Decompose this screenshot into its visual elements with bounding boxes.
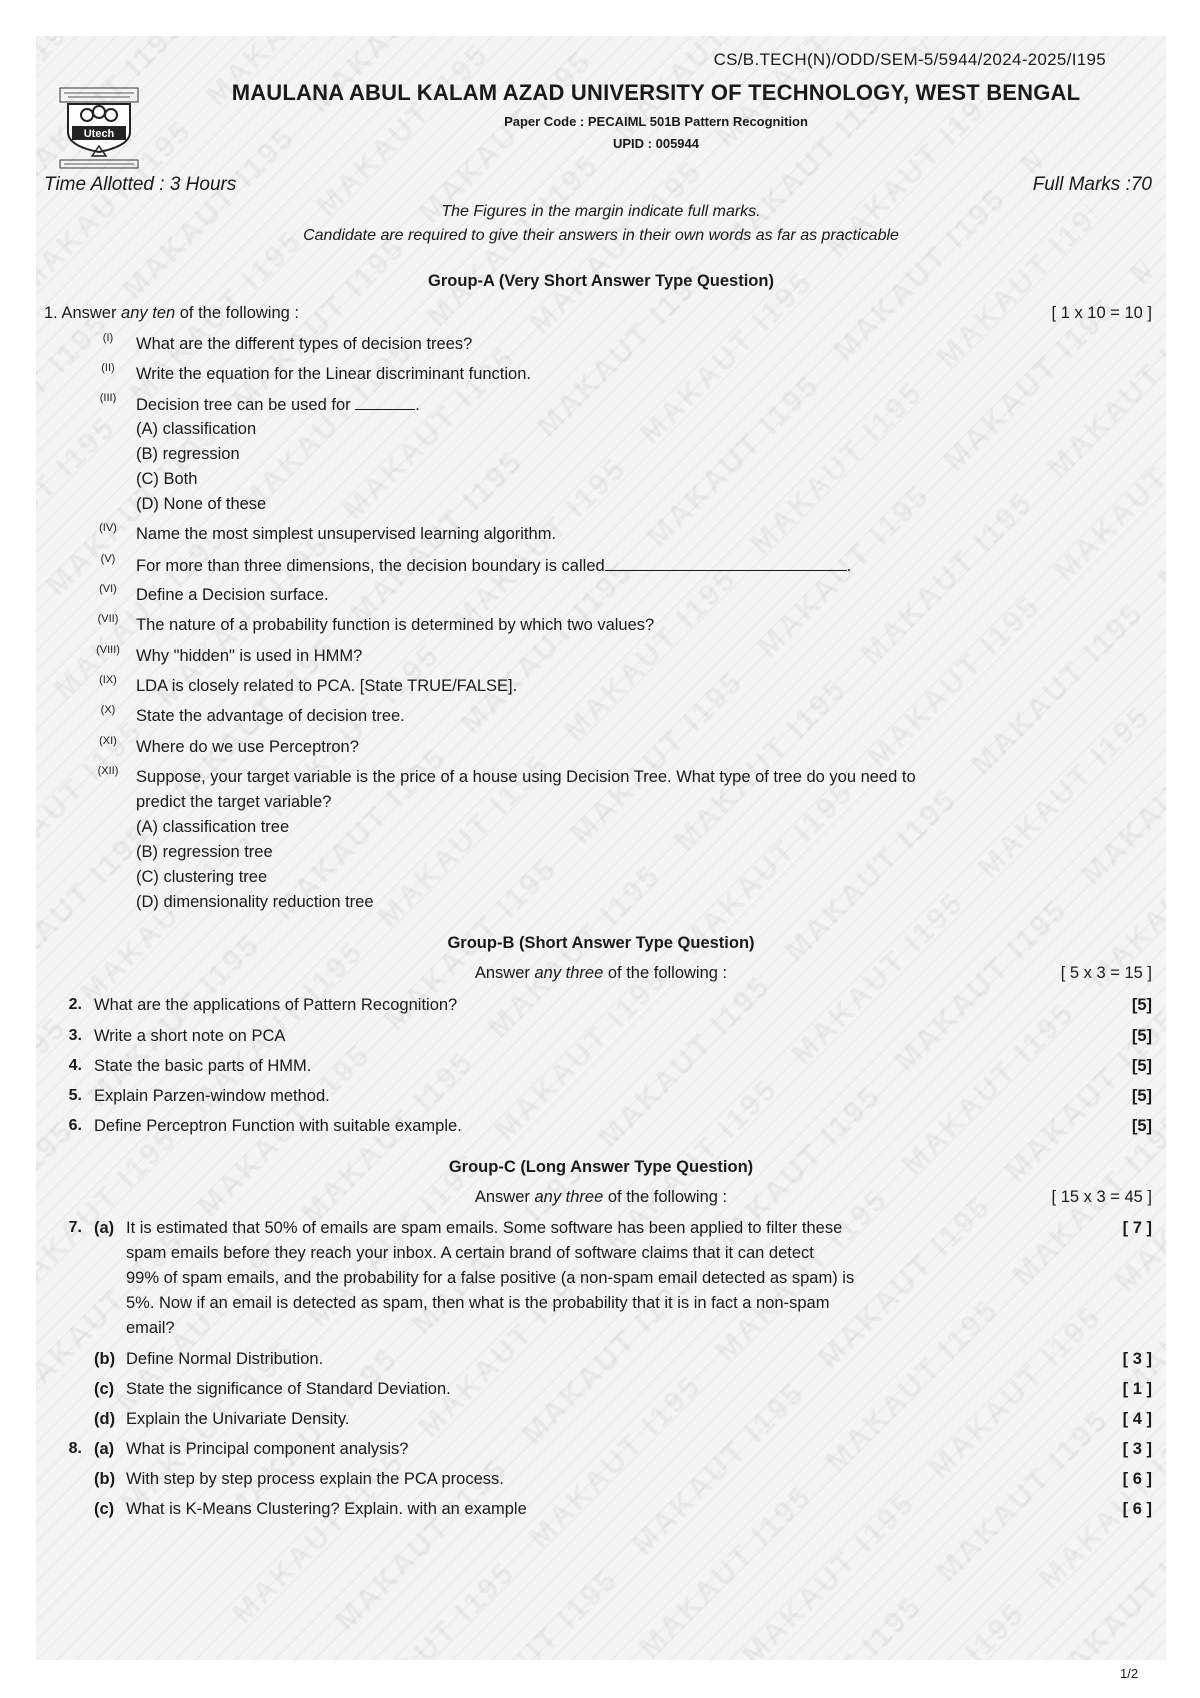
answer-blank	[605, 556, 847, 571]
question-number: 5.	[68, 1087, 82, 1104]
paper-reference: CS/B.TECH(N)/ODD/SEM-5/5944/2024-2025/I195	[713, 50, 1106, 69]
question-number: 7.	[68, 1219, 82, 1236]
option: (C) clustering tree	[136, 868, 268, 886]
option: (A) classification	[136, 420, 257, 438]
intro-prefix: Answer	[474, 1188, 535, 1206]
exam-page	[36, 36, 1166, 1660]
question-text: Suppose, your target variable is the price of a house using Decision Tree. What type of tree do you need to	[136, 768, 916, 786]
question-text: State the significance of Standard Deviation.	[126, 1380, 451, 1398]
intro-suffix: of the following :	[603, 1188, 728, 1206]
question-end: .	[415, 396, 420, 414]
intro-suffix: of the following :	[175, 304, 299, 322]
question-number: 2.	[68, 996, 82, 1013]
item-number: (XI)	[99, 735, 117, 747]
question-text: Explain the Univariate Density.	[126, 1410, 350, 1428]
group-c-marks: [ 15 x 3 = 45 ]	[1051, 1188, 1152, 1206]
item-number: (I)	[102, 332, 114, 344]
question-marks: [ 3 ]	[1122, 1350, 1152, 1368]
question-marks: [5]	[1131, 1027, 1152, 1045]
question-marks: [5]	[1131, 1057, 1152, 1075]
group-b-marks: [ 5 x 3 = 15 ]	[1060, 964, 1152, 982]
question-text: It is estimated that 50% of emails are spam emails. Some software has been applied to filter these	[126, 1219, 843, 1237]
question-marks: [ 1 ]	[1122, 1380, 1152, 1398]
instruction-own-words: Candidate are required to give their answers in their own words as far as practicable	[303, 227, 899, 244]
question-marks: [ 7 ]	[1122, 1219, 1152, 1237]
question-marks: [5]	[1131, 996, 1152, 1014]
subquestion-label: (c)	[94, 1500, 115, 1518]
intro-suffix: of the following :	[603, 964, 728, 982]
question-text: Define a Decision surface.	[136, 586, 329, 604]
intro-emphasis: any three	[534, 964, 604, 982]
question-number: 4.	[68, 1057, 82, 1074]
question-text: Define Perceptron Function with suitable example.	[94, 1117, 462, 1135]
intro-emphasis: any ten	[121, 304, 176, 322]
subquestion-label: (d)	[94, 1410, 116, 1428]
intro-prefix: Answer	[474, 964, 535, 982]
question-text: LDA is closely related to PCA. [State TRUE/FALSE].	[136, 677, 518, 695]
question-text	[136, 395, 420, 415]
intro-emphasis: any three	[534, 1188, 604, 1206]
paper-code: Paper Code : PECAIML 501B Pattern Recognition	[504, 114, 808, 129]
question-number: 3.	[68, 1027, 82, 1044]
subquestion-label: (c)	[94, 1380, 115, 1398]
item-number: (III)	[99, 392, 117, 404]
question-text: 5%. Now if an email is detected as spam, then what is the probability that it is in fact a non-spam	[126, 1294, 830, 1312]
question-text: Write the equation for the Linear discriminant function.	[136, 365, 531, 383]
question-marks: [ 3 ]	[1122, 1440, 1152, 1458]
question-number: 8.	[68, 1440, 82, 1457]
subquestion-label: (b)	[94, 1350, 116, 1368]
item-number: (V)	[100, 553, 116, 565]
question-text: The nature of a probability function is determined by which two values?	[136, 616, 655, 634]
group-a-intro	[44, 304, 299, 323]
question-text: Write a short note on PCA	[94, 1027, 286, 1045]
question-text	[136, 556, 851, 576]
question-marks: [ 4 ]	[1122, 1410, 1152, 1428]
item-number: (VI)	[99, 583, 117, 595]
question-text: With step by step process explain the PCA process.	[126, 1470, 504, 1488]
university-logo	[54, 82, 144, 172]
question-text: email?	[126, 1319, 175, 1337]
item-number: (II)	[101, 362, 115, 374]
university-name: MAULANA ABUL KALAM AZAD UNIVERSITY OF TECHNOLOGY, WEST BENGAL	[231, 80, 1081, 105]
time-allotted: Time Allotted : 3 Hours	[44, 174, 237, 195]
option: (C) Both	[136, 470, 198, 488]
item-number: (IV)	[99, 522, 117, 534]
option: (D) None of these	[136, 495, 267, 513]
group-a-marks: [ 1 x 10 = 10 ]	[1051, 304, 1152, 322]
item-number: (IX)	[99, 674, 117, 686]
subquestion-label: (a)	[94, 1440, 115, 1458]
question-text: Explain Parzen-window method.	[94, 1087, 330, 1105]
question-text: What is K-Means Clustering? Explain. with an example	[126, 1500, 527, 1518]
option: (B) regression	[136, 445, 240, 463]
question-marks: [ 6 ]	[1122, 1470, 1152, 1488]
question-text-cont: predict the target variable?	[136, 793, 332, 811]
answer-blank	[355, 395, 415, 410]
subquestion-label: (b)	[94, 1470, 116, 1488]
option: (D) dimensionality reduction tree	[136, 893, 374, 911]
page-number: 1/2	[1120, 1666, 1139, 1681]
item-number: (VIII)	[96, 644, 120, 656]
question-marks: [5]	[1131, 1117, 1152, 1135]
group-a-title: Group-A (Very Short Answer Type Question)	[428, 272, 774, 290]
group-b-title: Group-B (Short Answer Type Question)	[447, 934, 755, 952]
question-text: spam emails before they reach your inbox. A certain brand of software claims that it can detect	[126, 1244, 814, 1262]
item-number: (X)	[100, 704, 116, 716]
question-stem: Decision tree can be used for	[136, 396, 351, 414]
question-text: What are the different types of decision trees?	[136, 335, 473, 353]
group-b-intro	[36, 964, 1166, 983]
item-number: (VII)	[97, 613, 119, 625]
logo-text: Utech	[83, 128, 115, 140]
group-c-intro	[36, 1188, 1166, 1207]
question-text: What is Principal component analysis?	[126, 1440, 409, 1458]
question-text: State the basic parts of HMM.	[94, 1057, 312, 1075]
question-text: Define Normal Distribution.	[126, 1350, 324, 1368]
instruction-marks: The Figures in the margin indicate full marks.	[441, 203, 761, 220]
upid: UPID : 005944	[613, 136, 699, 151]
question-text: Name the most simplest unsupervised learning algorithm.	[136, 525, 557, 543]
group-c-title: Group-C (Long Answer Type Question)	[448, 1158, 754, 1176]
option: (B) regression tree	[136, 843, 273, 861]
question-text: State the advantage of decision tree.	[136, 707, 405, 725]
question-text: Why "hidden" is used in HMM?	[136, 647, 363, 665]
full-marks: Full Marks :70	[1032, 174, 1152, 195]
question-stem: For more than three dimensions, the decision boundary is called	[136, 557, 605, 575]
subquestion-label: (a)	[94, 1219, 115, 1237]
intro-prefix: 1. Answer	[44, 304, 122, 322]
question-text: 99% of spam emails, and the probability for a false positive (a non-spam email detected as spam) is	[126, 1269, 855, 1287]
option: (A) classification tree	[136, 818, 290, 836]
question-text: Where do we use Perceptron?	[136, 738, 359, 756]
question-text: What are the applications of Pattern Recognition?	[94, 996, 458, 1014]
item-number: (XII)	[97, 765, 119, 777]
question-number: 6.	[68, 1117, 82, 1134]
question-end: .	[846, 557, 852, 575]
question-marks: [ 6 ]	[1122, 1500, 1152, 1518]
question-marks: [5]	[1131, 1087, 1152, 1105]
